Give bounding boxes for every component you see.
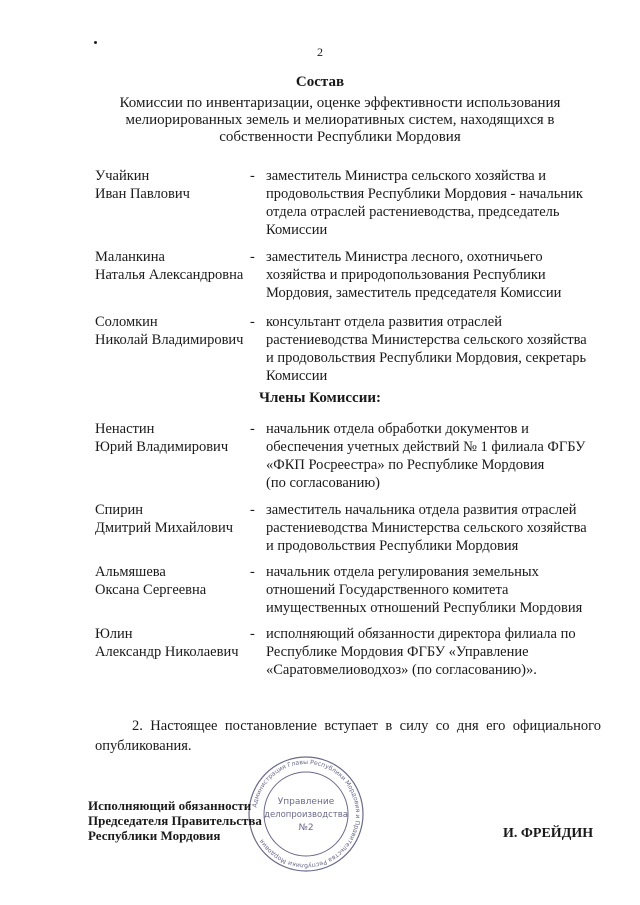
effective-date-paragraph: 2. Настоящее постановление вступает в силу со дня его официального опубликования. bbox=[95, 718, 601, 754]
subtitle-line: собственности Республики Мордовия bbox=[219, 129, 461, 145]
signatory-position: Исполняющий обязанности Председателя Правительства Республики Мордовия bbox=[88, 798, 262, 843]
document-subtitle bbox=[100, 95, 580, 146]
stamp-text-line: №2 bbox=[298, 823, 314, 833]
stamp-text-line: делопроизводства bbox=[264, 810, 348, 820]
signatory-name: И. ФРЕЙДИН bbox=[503, 826, 594, 841]
person-position: заместитель Министра лесного, охотничьего хозяйства и природопользования Республики Мордовия, заместитель председателя Комиссии bbox=[266, 249, 562, 301]
person-position: консультант отдела развития отраслей растениеводства Министерства сельского хозяйства и продовольствия Республики Мордовия, секретарь Комиссии bbox=[266, 314, 587, 384]
person-position: начальник отдела обработки документов и обеспечения учетных действий № 1 филиала ФГБУ «ФКП Росреестра» по Республике Мордовия (по согласованию) bbox=[266, 421, 586, 491]
members-heading: Члены Комиссии: bbox=[259, 390, 381, 406]
person-name: Спирин Дмитрий Михайлович bbox=[95, 502, 234, 536]
subtitle-line: Комиссии по инвентаризации, оценке эффективности использования bbox=[119, 95, 561, 111]
person-name: Ненастин Юрий Владимирович bbox=[95, 421, 229, 455]
person-position: заместитель начальника отдела развития отраслей растениеводства Министерства сельского хозяйства и продовольствия Республики Мордовия bbox=[266, 502, 587, 554]
dash-separator: - bbox=[250, 421, 255, 437]
person-position: начальник отдела регулирования земельных отношений Государственного комитета имущественных отношений Республики Мордовия bbox=[266, 564, 583, 616]
corner-mark bbox=[94, 41, 97, 44]
dash-separator: - bbox=[250, 314, 255, 330]
person-name: Юлин Александр Николаевич bbox=[95, 626, 239, 660]
stamp-text-line: Управление bbox=[277, 797, 335, 807]
dash-separator: - bbox=[250, 168, 255, 184]
person-name: Альмяшева Оксана Сергеевна bbox=[95, 564, 207, 598]
dash-separator: - bbox=[250, 626, 255, 642]
dash-separator: - bbox=[250, 502, 255, 518]
page-number: 2 bbox=[317, 45, 323, 59]
document-title: Состав bbox=[295, 74, 345, 90]
person-name: Учайкин Иван Павлович bbox=[95, 168, 190, 202]
subtitle-line: мелиорированных земель и мелиоративных систем, находящихся в bbox=[125, 112, 555, 128]
person-position: заместитель Министра сельского хозяйства и продовольствия Республики Мордовия - начальник отдела отраслей растениеводства, председатель Комиссии bbox=[266, 168, 583, 238]
stamp-ring-text: Администрация Главы Республики Мордовия и Правительства Республики Мордовия bbox=[251, 758, 362, 870]
person-name: Соломкин Николай Владимирович bbox=[95, 314, 244, 348]
person-name: Маланкина Наталья Александровна bbox=[95, 249, 244, 283]
dash-separator: - bbox=[250, 564, 255, 580]
dash-separator: - bbox=[250, 249, 255, 265]
official-stamp bbox=[246, 754, 366, 874]
person-position: исполняющий обязанности директора филиала по Республике Мордовия ФГБУ «Управление «Саратовмелиоводхоз» (по согласованию)». bbox=[266, 626, 576, 678]
